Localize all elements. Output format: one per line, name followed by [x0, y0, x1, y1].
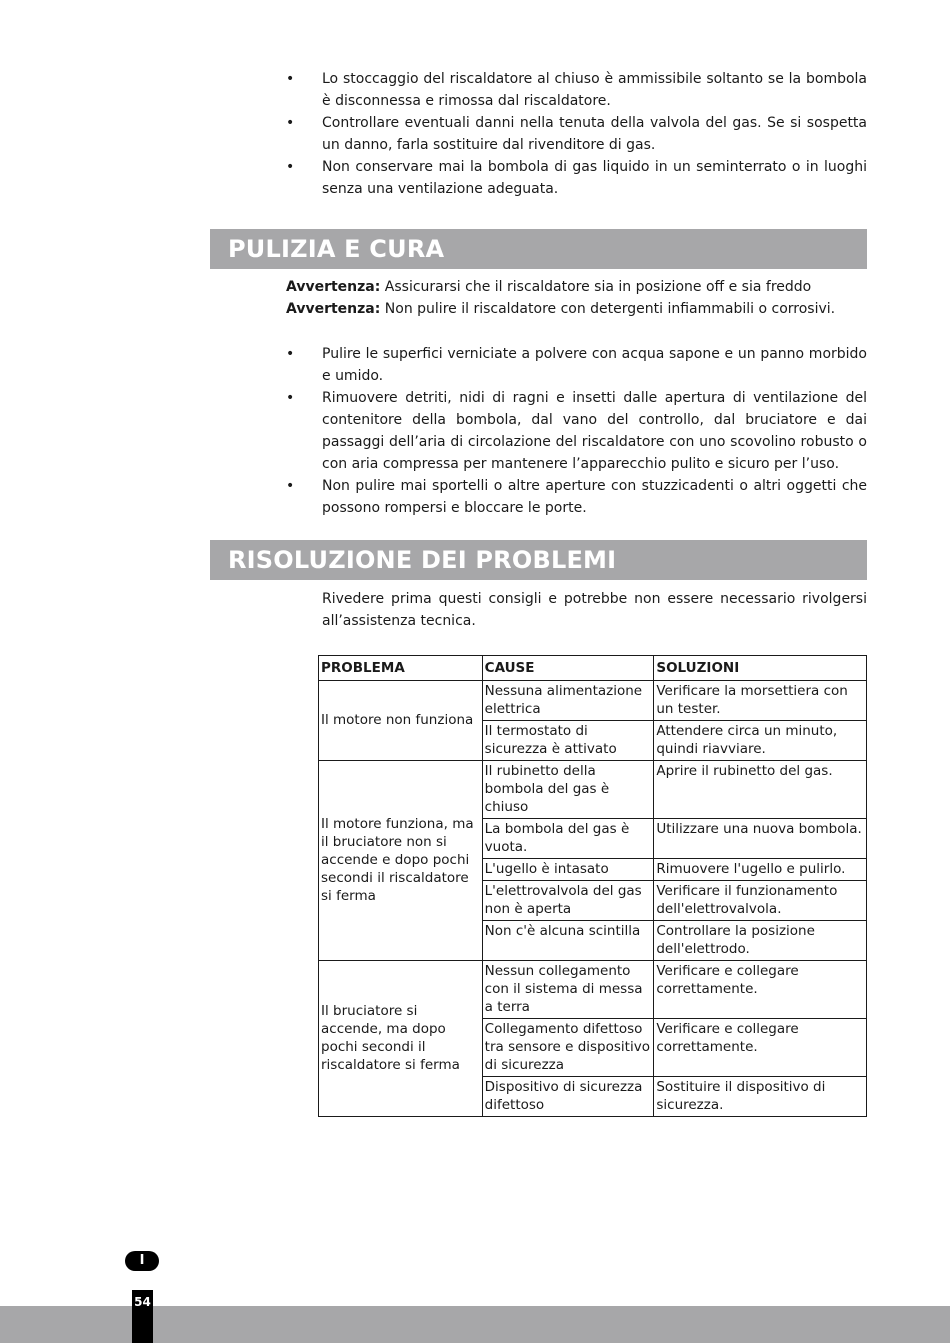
solution-cell: Attendere circa un minuto, quindi riavviare.	[654, 721, 867, 761]
warning-line-1	[286, 276, 867, 298]
bullet-icon: •	[286, 478, 295, 494]
cause-cell: Nessuna alimentazione elettrica	[482, 681, 654, 721]
table-row	[319, 961, 867, 1019]
cause-cell: L'elettrovalvola del gas non è aperta	[482, 881, 654, 921]
header-cause: CAUSE	[482, 656, 654, 681]
solution-cell: Aprire il rubinetto del gas.	[654, 761, 867, 819]
cause-cell: Il termostato di sicurezza è attivato	[482, 721, 654, 761]
warning-line-2	[286, 298, 867, 320]
solution-cell: Controllare la posizione dell'elettrodo.	[654, 921, 867, 961]
solution-cell: Rimuovere l'ugello e pulirlo.	[654, 859, 867, 881]
cause-cell: Dispositivo di sicurezza difettoso	[482, 1077, 654, 1117]
solution-cell: Verificare e collegare correttamente.	[654, 1019, 867, 1077]
header-solution: SOLUZIONI	[654, 656, 867, 681]
problem-cell: Il bruciatore si accende, ma dopo pochi secondi il riscaldatore si ferma	[319, 961, 483, 1117]
table-row	[319, 761, 867, 819]
page-number: 54	[132, 1290, 153, 1343]
warning-text: Non pulire il riscaldatore con detergenti infiammabili o corrosivi.	[384, 301, 836, 317]
bullet-icon: •	[286, 346, 295, 362]
warning-label: Avvertenza:	[286, 301, 381, 317]
list-item: • Rimuovere detriti, nidi di ragni e insetti dalle apertura di ventilazione del contenitore della bombola, dal vano del controllo, dal bruciatore e dai passaggi dell’aria di circolazione del riscaldatore con uno scovolino robusto o con aria compressa per mantenere l’apparecchio pulito e sicuro per l’uso.	[286, 387, 867, 475]
solution-cell: Utilizzare una nuova bombola.	[654, 819, 867, 859]
troubleshooting-table	[318, 655, 867, 1117]
cause-cell: Il rubinetto della bombola del gas è chiuso	[482, 761, 654, 819]
list-item: • Lo stoccaggio del riscaldatore al chiuso è ammissibile soltanto se la bombola è disconnessa e rimossa dal riscaldatore.	[286, 68, 867, 112]
cause-cell: La bombola del gas è vuota.	[482, 819, 654, 859]
list-item: • Non pulire mai sportelli o altre aperture con stuzzicadenti o altri oggetti che possono rompersi e bloccare le porte.	[286, 475, 867, 519]
troubleshooting-intro: Rivedere prima questi consigli e potrebbe non essere necessario rivolgersi all’assistenza tecnica.	[322, 591, 867, 629]
troubleshooting-section-title: RISOLUZIONE DEI PROBLEMI	[210, 540, 867, 580]
table-row	[319, 681, 867, 721]
cause-cell: L'ugello è intasato	[482, 859, 654, 881]
solution-cell: Sostituire il dispositivo di sicurezza.	[654, 1077, 867, 1117]
cleaning-bullet-list	[286, 343, 867, 519]
cause-cell: Non c'è alcuna scintilla	[482, 921, 654, 961]
solution-cell: Verificare la morsettiera con un tester.	[654, 681, 867, 721]
problem-cell: Il motore funziona, ma il bruciatore non si accende e dopo pochi secondi il riscaldatore si ferma	[319, 761, 483, 961]
problem-cell: Il motore non funziona	[319, 681, 483, 761]
bullet-icon: •	[286, 159, 295, 175]
warning-text: Assicurarsi che il riscaldatore sia in posizione off e sia freddo	[384, 279, 812, 295]
solution-cell: Verificare il funzionamento dell'elettrovalvola.	[654, 881, 867, 921]
cause-cell: Nessun collegamento con il sistema di messa a terra	[482, 961, 654, 1019]
bullet-icon: •	[286, 71, 295, 87]
language-badge: I	[125, 1251, 159, 1271]
solution-cell: Verificare e collegare correttamente.	[654, 961, 867, 1019]
list-item: • Non conservare mai la bombola di gas liquido in un seminterrato o in luoghi senza una ventilazione adeguata.	[286, 156, 867, 200]
bullet-icon: •	[286, 115, 295, 131]
storage-bullet-list	[286, 68, 867, 200]
bullet-icon: •	[286, 390, 295, 406]
warning-label: Avvertenza:	[286, 279, 381, 295]
list-item: • Pulire le superfici verniciate a polvere con acqua sapone e un panno morbido e umido.	[286, 343, 867, 387]
cause-cell: Collegamento difettoso tra sensore e dispositivo di sicurezza	[482, 1019, 654, 1077]
list-item: • Controllare eventuali danni nella tenuta della valvola del gas. Se si sospetta un danno, farla sostituire dal rivenditore di gas.	[286, 112, 867, 156]
table-header-row	[319, 656, 867, 681]
cleaning-section-title: PULIZIA E CURA	[210, 229, 867, 269]
header-problem: PROBLEMA	[319, 656, 483, 681]
